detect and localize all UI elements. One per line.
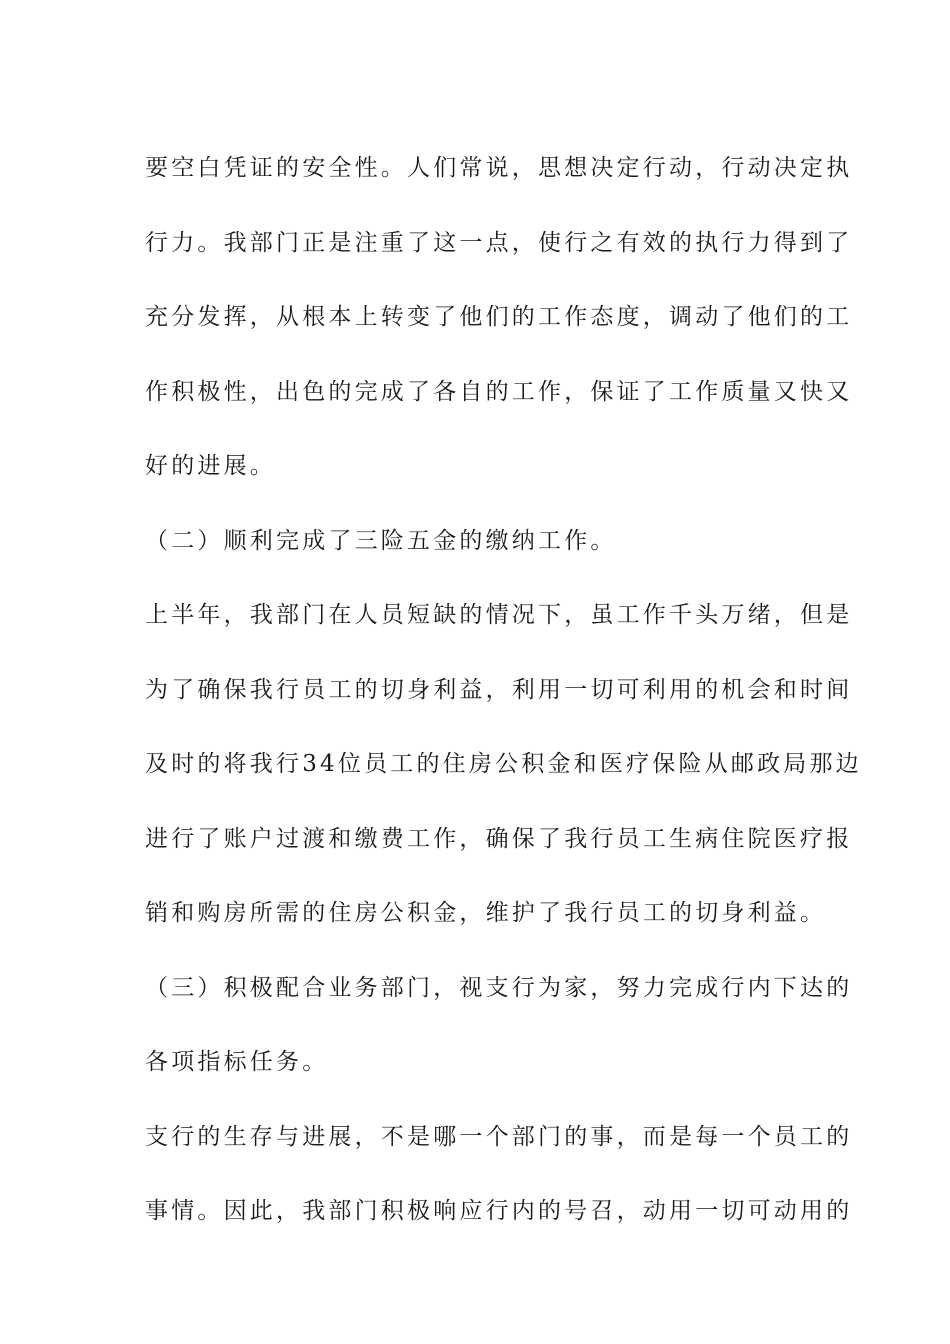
text-line: 行力。我部门正是注重了这一点，使行之有效的执行力得到了 [145, 229, 853, 256]
text-line: 充分发挥，从根本上转变了他们的工作态度，调动了他们的工 [145, 304, 853, 330]
section-heading-continuation: 各项指标任务。 [145, 1049, 329, 1075]
section-heading: （三）积极配合业务部门，视支行为家，努力完成行内下达的 [145, 974, 853, 1001]
section-heading: （二）顺利完成了三险五金的缴纳工作。 [145, 527, 617, 554]
text-line: 要空白凭证的安全性。人们常说，思想决定行动，行动决定执 [145, 155, 853, 181]
text-line: 及时的将我行34位员工的住房公积金和医疗保险从邮政局那边 [145, 751, 862, 777]
text-line: 好的进展。 [145, 453, 276, 479]
text-line: 事情。因此，我部门积极响应行内的号召，动用一切可动用的 [145, 1198, 853, 1224]
text-line: 进行了账户过渡和缴费工作，确保了我行员工生病住院医疗报 [145, 825, 853, 852]
document-body [145, 131, 862, 1249]
text-line: 支行的生存与进展，不是哪一个部门的事，而是每一个员工的 [145, 1123, 853, 1150]
text-line: 上半年，我部门在人员短缺的情况下，虽工作千头万绪，但是 [145, 602, 853, 628]
text-line: 为了确保我行员工的切身利益，利用一切可利用的机会和时间 [145, 676, 853, 703]
text-line: 销和购房所需的住房公积金，维护了我行员工的切身利益。 [145, 900, 827, 926]
text-line: 作积极性，出色的完成了各自的工作，保证了工作质量又快又 [145, 378, 853, 405]
